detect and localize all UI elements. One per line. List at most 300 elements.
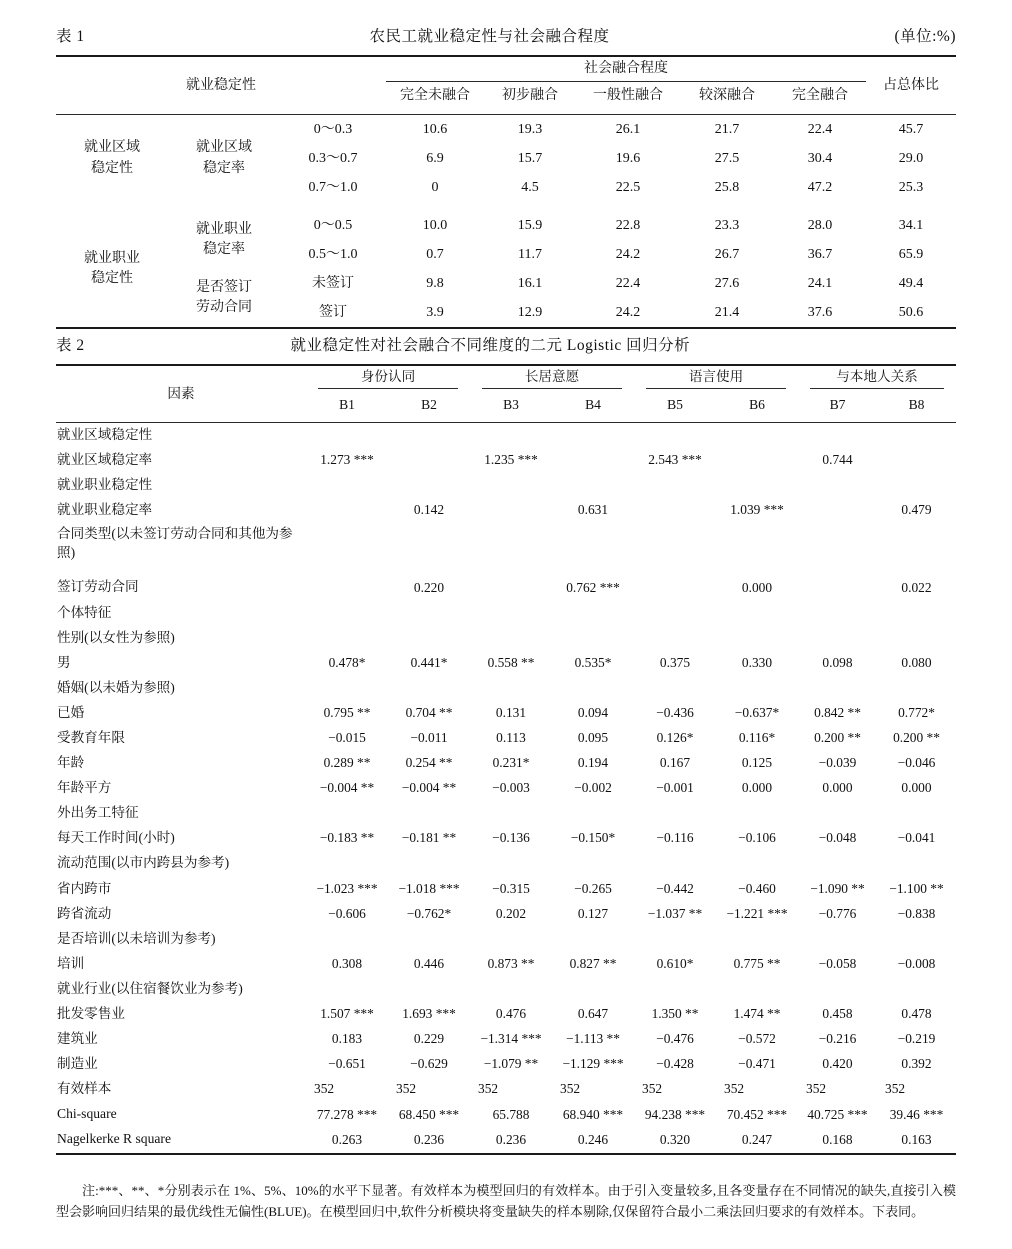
table-2-stub-header: 因素 (56, 365, 306, 423)
table-1-dim-1 (56, 211, 168, 328)
table-2-cell: 0.289 ** (323, 755, 371, 771)
table-2-cell (634, 676, 716, 701)
table-2-cell: 0.000 (822, 780, 853, 796)
table-2-cell: −0.606 (328, 905, 366, 921)
table-2-cell: 0.558 ** (487, 654, 535, 670)
table-1-cell: 26.1 (576, 115, 680, 145)
table-2-cell (634, 801, 716, 826)
table-2-cell: −0.011 (410, 730, 448, 746)
table-2-cell (470, 423, 552, 449)
table-row (56, 776, 956, 801)
table-1-total: 34.1 (898, 217, 924, 233)
table-2-cell (877, 977, 956, 1002)
table-2-cell (552, 523, 634, 575)
table-2-cell: 0.330 (741, 654, 773, 670)
table-2-bcode-0: B1 (339, 397, 355, 412)
table-1-level: 0.7～1.0 (308, 179, 358, 195)
table-1-container (56, 24, 956, 329)
table-1-level: 0.3～0.7 (308, 150, 358, 166)
table-1-col-1: 初步融合 (484, 82, 576, 115)
dim-label: 身份认同 (360, 368, 416, 384)
table-row (56, 801, 956, 826)
table-2-cell: 1.273 *** (320, 452, 374, 468)
table-row (56, 676, 956, 701)
table-2-cell (877, 676, 956, 701)
table-2-row-label: Nagelkerke R square (56, 1127, 306, 1153)
table-2-cell (634, 498, 716, 523)
table-1-cell: 21.4 (680, 298, 774, 328)
table-2-cell: 1.350 ** (651, 1006, 699, 1022)
table-2-cell: 0.125 (741, 755, 773, 771)
table-1-level: 未签订 (312, 275, 354, 291)
table-row (56, 626, 956, 651)
table-2-cell: 0.446 (413, 955, 445, 971)
table-2-cell (470, 523, 552, 575)
table-2-cell: −0.015 (328, 730, 366, 746)
table-1-total: 65.9 (898, 246, 924, 262)
table-2-cell: −0.442 (656, 880, 694, 896)
table-2-row-label: 就业行业(以住宿餐饮业为参考) (57, 980, 243, 996)
table-2-cell: 1.474 ** (733, 1006, 781, 1022)
table-2-cell (552, 448, 634, 473)
table-2-cell: 0.535* (574, 654, 612, 670)
table-2-row-label: 就业区域稳定率 (57, 452, 153, 468)
table-2-cell: −0.436 (656, 705, 694, 721)
table-row (56, 977, 956, 1002)
table-1-dim-0 (56, 115, 168, 203)
table-1-col-4: 完全融合 (774, 82, 866, 115)
table-2-cell: −1.037 ** (647, 905, 703, 921)
table-2-cell (798, 473, 877, 498)
table-1-cell: 15.9 (517, 217, 543, 233)
table-1-cell: 25.8 (714, 179, 740, 195)
table-1-cell: 30.4 (807, 150, 833, 166)
table-2-bcode-2: B3 (503, 397, 519, 412)
table-2-cell: 0.704 ** (405, 705, 453, 721)
table-row (56, 211, 956, 240)
table-2-cell: −0.216 (818, 1031, 857, 1047)
table-1-cell: 37.6 (774, 298, 866, 328)
table-1-level: 0～0.3 (280, 115, 386, 145)
table-2-cell: 0.441* (410, 654, 448, 670)
table-2-cell (470, 575, 552, 600)
table-2-cell: 0.647 (577, 1006, 609, 1022)
table-1-cell: 27.5 (714, 150, 740, 166)
table-2-cell (306, 600, 388, 625)
table-2-cell (798, 977, 877, 1002)
table-2-cell: 0.476 (495, 1006, 527, 1022)
table-2-cell (388, 600, 470, 625)
table-2-cell (388, 626, 470, 651)
table-2-cell: 2.543 *** (648, 452, 702, 468)
table-2-cell (798, 575, 877, 600)
table-2-cell: −0.637* (734, 705, 780, 721)
table-1-level: 0～0.5 (313, 217, 353, 233)
table-2-cell (798, 523, 877, 575)
table-2-cell (798, 927, 877, 952)
table-2-cell: −0.002 (574, 780, 612, 796)
table-1-block-gap (56, 202, 956, 211)
table-2-row-label: 流动范围(以市内跨县为参考) (57, 855, 230, 871)
table-2-row-label: Chi-square (57, 1106, 117, 1122)
table-2-cell (634, 626, 716, 651)
table-2-cell: 0.200 ** (893, 730, 940, 746)
dim-label: 与本地人关系 (836, 368, 918, 384)
table-2-cell (877, 801, 956, 826)
table-1-caption (56, 24, 956, 46)
table-2-cell: −1.314 *** (480, 1031, 542, 1047)
table-1-cell: 47.2 (807, 179, 833, 195)
table-row (56, 473, 956, 498)
table-2-cell (716, 801, 798, 826)
table-2-cell (552, 600, 634, 625)
table-2-cell: 0.113 (496, 730, 526, 746)
table-2-cell (877, 927, 956, 952)
table-2-cell: 0.098 (822, 654, 853, 670)
table-row (56, 448, 956, 473)
table-1-header-row-1 (56, 56, 956, 82)
table-1-label: 表 1 (56, 28, 85, 45)
table-1-group-header: 社会融合程度 (386, 56, 866, 82)
table-2-cell (877, 626, 956, 651)
table-2-cell: 0.127 (577, 905, 609, 921)
table-2-cell (306, 851, 388, 876)
dim-rule (646, 388, 786, 389)
table-2-row-label: 是否培训(以未培训为参考) (57, 930, 216, 946)
table-row (56, 1102, 956, 1127)
table-2-bcode-7: B8 (908, 397, 925, 412)
table-2-row-label: 性别(以女性为参照) (57, 629, 175, 645)
table-2-cell: 1.039 *** (730, 502, 784, 518)
table-2-cell (716, 600, 798, 625)
table-row (56, 1052, 956, 1077)
table-2-cell: 39.46 *** (889, 1106, 944, 1122)
table-2-cell: 0.795 ** (323, 705, 371, 721)
table-2-header-row-1 (56, 365, 956, 392)
table-2-cell (388, 851, 470, 876)
table-2-cell: 94.238 *** (644, 1106, 706, 1122)
table-2-cell: −0.116 (656, 830, 694, 846)
table-1-unit: (单位:%) (894, 28, 956, 45)
table-2-cell: 0.873 ** (487, 955, 535, 971)
table-2-cell (798, 851, 877, 876)
table-2-cell: −1.113 ** (566, 1031, 620, 1047)
table-1-cell: 26.7 (714, 246, 740, 262)
table-2-cell (306, 801, 388, 826)
table-2-cell: 0.126* (656, 730, 694, 746)
table-2-cell (552, 801, 634, 826)
table-2-cell (306, 473, 388, 498)
table-row (56, 498, 956, 523)
table-2-row-label: 就业区域稳定性 (56, 423, 306, 449)
table-2-cell: 0.375 (659, 654, 691, 670)
table-2-cell (716, 448, 798, 473)
table-1-cell: 19.6 (615, 150, 641, 166)
table-1-level: 签订 (280, 298, 386, 328)
table-2-cell: 0.000 (741, 579, 773, 595)
table-2-row-label: 批发零售业 (57, 1006, 125, 1022)
table-2-cell (552, 927, 634, 952)
table-2-cell: 1.507 *** (320, 1006, 374, 1022)
table-2-cell: 0.183 (331, 1031, 363, 1047)
table-2-cell: 0.000 (741, 780, 773, 796)
table-2-cell: 0.131 (495, 705, 527, 721)
table-2-cell: 352 (724, 1081, 745, 1097)
table-2-cell: 0.478* (328, 654, 366, 670)
table-2-cell (716, 523, 798, 575)
table-2-cell: 0.246 (552, 1127, 634, 1153)
table-2-cell (470, 498, 552, 523)
table-2-row-label: 有效样本 (57, 1081, 112, 1097)
table-2-cell: 0.762 *** (566, 579, 620, 595)
dim-label: 语言使用 (688, 368, 744, 384)
table-2-cell: −1.079 ** (483, 1056, 539, 1072)
table-2 (56, 364, 956, 1155)
table-2-cell: 0.094 (577, 705, 609, 721)
table-2-cell: 0.220 (413, 579, 445, 595)
table-2-cell: 0.095 (577, 730, 609, 746)
sub-line-b: 稳定率 (203, 160, 245, 176)
table-row (56, 902, 956, 927)
table-2-row-label: 男 (57, 654, 71, 670)
table-footnote: 注:***、**、*分别表示在 1%、5%、10%的水平下显著。有效样本为模型回归的有效样本。由于引入变量较多,且各变量存在不同情况的缺失,直接引入模型会影响回归结果的最优线性无偏性(BLUE)。在模型回归中,软件分析模块将变量缺失的样本剔除,仅保留符合最小二乘法回归要求的有效样本。下表同。 (56, 1183, 956, 1220)
table-2-cell (388, 977, 470, 1002)
dim-rule (810, 388, 944, 389)
table-2-dim-0 (306, 365, 470, 392)
table-2-dim-1 (470, 365, 634, 392)
dim-line-b: 稳定性 (91, 271, 133, 286)
table-row (56, 701, 956, 726)
table-1-col-3: 较深融合 (680, 82, 774, 115)
table-2-cell: 0.142 (413, 502, 445, 518)
table-row (56, 877, 956, 902)
table-1-cell: 23.3 (714, 217, 740, 233)
table-2-row-label: 就业职业稳定性 (57, 477, 153, 493)
table-1-cell: 0 (431, 179, 439, 195)
table-2-cell: 1.235 *** (484, 452, 538, 468)
table-row (56, 1027, 956, 1052)
table-2-cell: 352 (642, 1081, 663, 1097)
table-2-cell: 0.022 (901, 579, 932, 595)
table-1-cell: 24.2 (615, 246, 641, 262)
table-2-cell (798, 626, 877, 651)
table-2-cell: 40.725 *** (807, 1106, 868, 1122)
table-1-cell: 0.7 (426, 246, 444, 262)
table-2-cell: 352 (560, 1081, 581, 1097)
table-1-sub-1 (168, 211, 280, 269)
table-2-cell: 0.744 (822, 452, 853, 468)
table-row (56, 1127, 956, 1153)
table-1-cell: 36.7 (807, 246, 833, 262)
table-2-cell (552, 473, 634, 498)
table-2-cell: 0.194 (577, 755, 609, 771)
table-2-cell: −0.039 (818, 755, 857, 771)
table-2-cell (716, 423, 798, 449)
table-2-cell (388, 473, 470, 498)
table-row (56, 927, 956, 952)
table-2-cell: −0.004 ** (319, 780, 375, 796)
table-1-total: 45.7 (866, 115, 956, 145)
table-1-level: 0.5～1.0 (308, 246, 358, 262)
table-2-cell: 0.254 ** (405, 755, 453, 771)
table-1-cell: 24.2 (576, 298, 680, 328)
table-2-cell: 0.000 (901, 780, 932, 796)
table-2-bcode-6: B7 (829, 397, 846, 412)
table-1-cell: 28.0 (807, 217, 833, 233)
table-2-row-label: 个体特征 (57, 604, 112, 620)
table-row (56, 751, 956, 776)
table-2-cell (877, 523, 956, 575)
table-2-cell: 1.693 *** (402, 1006, 456, 1022)
table-2-cell: −0.629 (410, 1056, 448, 1072)
dim-rule (482, 388, 622, 389)
table-2-cell (634, 523, 716, 575)
table-row (56, 523, 956, 575)
table-row (56, 1077, 956, 1102)
table-2-title: 就业稳定性对社会融合不同维度的二元 Logistic 回归分析 (290, 337, 691, 354)
table-1-sub-0 (168, 115, 280, 203)
table-row (56, 851, 956, 876)
table-2-cell: 352 (314, 1081, 335, 1097)
table-1 (56, 55, 956, 329)
table-1-cell: 19.3 (484, 115, 576, 145)
table-2-cell (552, 977, 634, 1002)
table-1-cell: 22.4 (774, 115, 866, 145)
table-2-cell (716, 927, 798, 952)
table-2-cell (388, 448, 470, 473)
table-1-cell: 24.1 (807, 275, 833, 291)
table-2-cell (470, 977, 552, 1002)
table-2-cell: 0.392 (901, 1056, 932, 1072)
table-2-bcode-5: B6 (749, 397, 765, 412)
table-2-cell: 0.229 (413, 1031, 445, 1047)
table-2-cell (306, 575, 388, 600)
table-2-cell: 0.263 (306, 1127, 388, 1153)
table-2-cell (877, 448, 956, 473)
table-2-cell: 0.236 (470, 1127, 552, 1153)
table-2-cell: 0.168 (798, 1127, 877, 1153)
table-2-label: 表 2 (56, 337, 85, 354)
table-2-cell: −0.136 (492, 830, 530, 846)
dim-line-a: 就业区域 (84, 140, 140, 156)
table-2-cell (388, 523, 470, 575)
table-2-row-label: 省内跨市 (57, 880, 112, 896)
table-1-cell: 11.7 (518, 246, 542, 262)
table-2-cell (716, 676, 798, 701)
table-2-cell (306, 977, 388, 1002)
table-2-cell: −0.460 (738, 880, 776, 896)
table-2-bcode-4: B5 (667, 397, 683, 412)
table-1-cell: 21.7 (680, 115, 774, 145)
table-2-cell: −0.106 (738, 830, 776, 846)
table-2-cell: 352 (396, 1081, 417, 1097)
table-row (56, 575, 956, 600)
table-2-cell (470, 676, 552, 701)
table-2-cell (306, 523, 388, 575)
table-2-row-label: 年龄平方 (57, 780, 112, 796)
table-2-cell (634, 600, 716, 625)
table-2-row-label: 制造业 (57, 1056, 98, 1072)
table-2-cell (470, 927, 552, 952)
sub-line-a: 就业区域 (196, 140, 252, 156)
table-2-cell: −0.058 (818, 955, 857, 971)
table-2-cell: 77.278 *** (316, 1106, 378, 1122)
table-2-cell: −0.265 (574, 880, 612, 896)
table-1-cell: 16.1 (517, 275, 543, 291)
table-2-cell (470, 851, 552, 876)
table-2-cell (716, 851, 798, 876)
table-1-cell: 22.5 (615, 179, 641, 195)
table-1-total: 29.0 (898, 150, 924, 166)
table-2-cell: −0.004 ** (401, 780, 457, 796)
table-2-cell (798, 498, 877, 523)
table-row (56, 600, 956, 625)
table-1-cell: 22.8 (615, 217, 641, 233)
table-2-cell (306, 498, 388, 523)
table-2-row-label: 已婚 (57, 704, 85, 720)
table-1-total: 49.4 (898, 275, 924, 291)
table-2-cell (877, 423, 956, 449)
table-2-cell: 70.452 *** (726, 1106, 788, 1122)
table-2-row-label: 建筑业 (57, 1031, 98, 1047)
dim-line-a: 就业职业 (84, 250, 140, 266)
table-row (56, 269, 956, 298)
table-2-cell: 65.788 (492, 1106, 530, 1122)
table-2-cell: −0.041 (897, 830, 936, 846)
table-2-cell: 0.116* (738, 730, 776, 746)
table-2-cell (877, 600, 956, 625)
table-2-cell: 352 (885, 1081, 906, 1097)
table-2-cell (470, 626, 552, 651)
dim-line-b: 稳定性 (91, 160, 133, 176)
table-2-cell: 0.231* (492, 755, 530, 771)
table-1-cell: 9.8 (426, 275, 444, 291)
table-2-dim-2 (634, 365, 798, 392)
table-2-cell: −1.129 *** (562, 1056, 624, 1072)
table-2-cell (634, 927, 716, 952)
table-2-cell: 352 (478, 1081, 499, 1097)
table-2-row-label: 每天工作时间(小时) (57, 830, 175, 846)
table-2-cell: −1.221 *** (726, 905, 788, 921)
table-2-cell: 352 (806, 1081, 827, 1097)
table-2-cell: −1.100 ** (889, 880, 944, 896)
dim-rule (318, 388, 458, 389)
table-2-cell: 0.167 (659, 755, 691, 771)
table-2-cell: 0.236 (388, 1127, 470, 1153)
table-1-cell: 3.9 (386, 298, 484, 328)
table-2-cell (634, 575, 716, 600)
table-2-cell (306, 676, 388, 701)
sub-line-b: 劳动合同 (196, 300, 252, 315)
table-2-row-label: 跨省流动 (57, 905, 112, 921)
table-row (56, 651, 956, 676)
table-2-cell: −1.018 *** (398, 880, 460, 896)
table-1-total-header: 占总体比 (866, 56, 956, 115)
table-1-cell: 4.5 (521, 179, 539, 195)
table-row (56, 1002, 956, 1027)
table-1-total: 50.6 (866, 298, 956, 328)
table-2-cell: −0.048 (818, 830, 857, 846)
table-1-cell: 27.6 (714, 275, 740, 291)
table-2-cell: 0.478 (901, 1006, 932, 1022)
table-1-cell: 10.6 (386, 115, 484, 145)
table-2-cell (306, 626, 388, 651)
table-2-cell: −0.762* (406, 905, 452, 921)
table-2-dim-3 (798, 365, 956, 392)
table-2-cell: −0.315 (492, 880, 530, 896)
table-2-row-label: 培训 (57, 955, 85, 971)
table-1-cell: 10.0 (422, 217, 448, 233)
